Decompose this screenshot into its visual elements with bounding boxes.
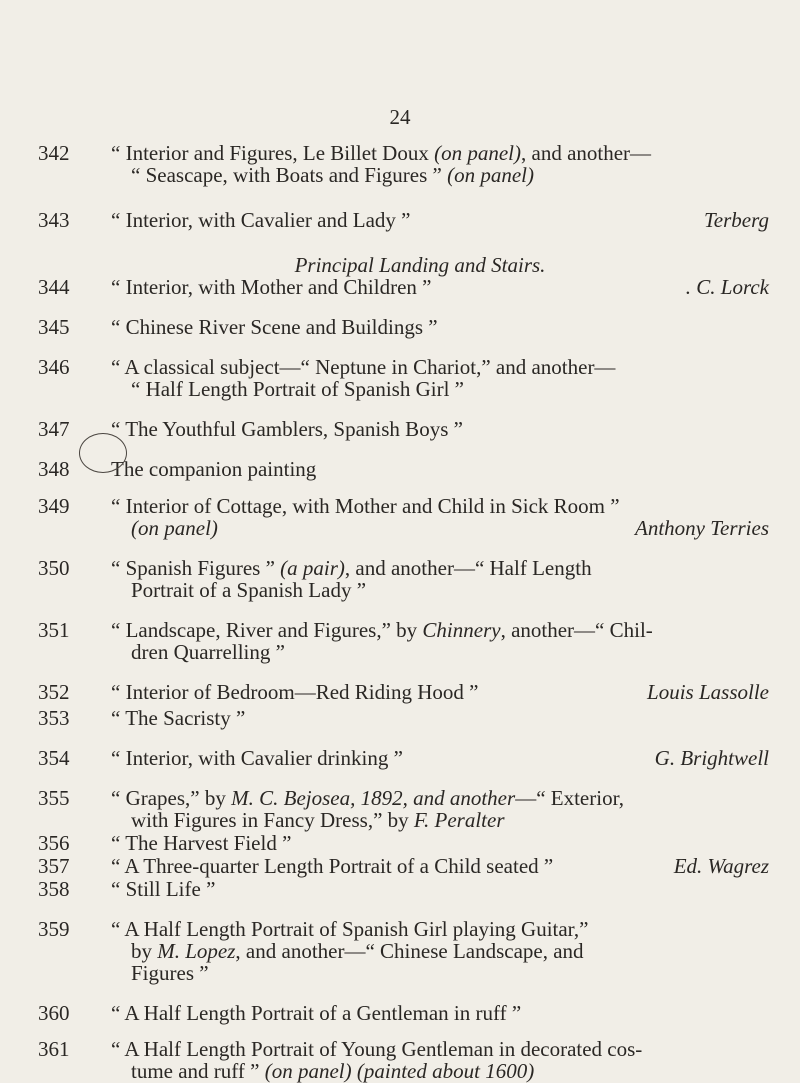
entry-line <box>0 579 800 601</box>
catalogue-entry <box>0 458 800 480</box>
description-text: “ Chinese River Scene and Buildings ” <box>111 315 438 339</box>
entry-line <box>0 378 800 400</box>
entry-line <box>0 495 800 517</box>
entry-description <box>111 557 592 579</box>
description-italic: (a pair) <box>280 556 345 580</box>
entry-line <box>0 681 800 703</box>
entry-description <box>111 276 432 298</box>
catalogue-entry <box>0 855 800 877</box>
entry-description <box>111 855 553 877</box>
catalogue-entry <box>0 316 800 338</box>
description-text: by <box>131 939 158 963</box>
entry-description <box>111 787 624 809</box>
catalogue-entry <box>0 209 800 231</box>
entry-description <box>131 164 534 186</box>
entry-line <box>0 418 800 440</box>
artist-name: . C. Lorck <box>685 275 769 299</box>
description-text: “ A classical subject—“ Neptune in Chariot,” and another— <box>111 355 616 379</box>
catalogue-entry <box>0 1002 800 1024</box>
entry-description <box>111 495 620 517</box>
catalogue-entry <box>0 619 800 663</box>
entry-description <box>111 878 215 900</box>
description-text: “ A Half Length Portrait of Spanish Girl playing Guitar,” <box>111 917 589 941</box>
entry-description <box>111 209 410 231</box>
artist-name: Terberg <box>704 208 769 232</box>
lot-number: 350 <box>38 556 70 580</box>
entry-description <box>131 1060 534 1082</box>
catalogue-entry <box>0 276 800 298</box>
artist-name: Ed. Wagrez <box>673 854 769 878</box>
description-text: with Figures in Fancy Dress,” by <box>131 808 414 832</box>
artist-name: Louis Lassolle <box>647 680 769 704</box>
entry-description <box>131 378 464 400</box>
entry-line <box>0 1060 800 1082</box>
description-text: “ The Harvest Field ” <box>111 831 292 855</box>
description-text: “ Interior of Bedroom—Red Riding Hood ” <box>111 680 479 704</box>
entry-description <box>131 641 285 663</box>
entry-line <box>0 787 800 809</box>
description-italic: Chinnery <box>422 618 501 642</box>
catalogue-entry <box>0 787 800 831</box>
description-italic: (on panel) <box>447 163 534 187</box>
entry-line <box>0 619 800 641</box>
lot-number: 349 <box>38 494 70 518</box>
lot-number: 351 <box>38 618 70 642</box>
description-text: tume and ruff ” <box>131 1059 265 1083</box>
entry-line <box>0 1002 800 1024</box>
catalogue-entry <box>0 1038 800 1082</box>
description-text: “ Landscape, River and Figures,” by <box>111 618 423 642</box>
lot-number: 342 <box>38 141 70 165</box>
artist-name: G. Brightwell <box>654 746 769 770</box>
description-rest: —“ Exterior, <box>515 786 624 810</box>
entry-description <box>111 356 615 378</box>
entry-description <box>111 316 438 338</box>
entry-description <box>111 681 478 703</box>
entry-line <box>0 316 800 338</box>
description-text: Portrait of a Spanish Lady ” <box>131 578 367 602</box>
entry-line <box>0 1038 800 1060</box>
entry-description <box>111 1038 642 1060</box>
catalogue-entry <box>0 878 800 900</box>
lot-number: 353 <box>38 706 70 730</box>
description-italic: (on panel) <box>434 141 521 165</box>
entry-description <box>111 458 316 480</box>
description-text: “ Seascape, with Boats and Figures ” <box>131 163 448 187</box>
lot-number: 358 <box>38 877 70 901</box>
lot-number: 347 <box>38 417 70 441</box>
entry-line <box>0 809 800 831</box>
entry-description <box>111 142 651 164</box>
lot-number: 359 <box>38 917 70 941</box>
lot-number: 361 <box>38 1037 70 1061</box>
description-text: “ Interior of Cottage, with Mother and Child in Sick Room ” <box>111 494 620 518</box>
description-text: “ The Youthful Gamblers, Spanish Boys ” <box>111 417 463 441</box>
entry-line <box>0 918 800 940</box>
lot-number: 357 <box>38 854 70 878</box>
entry-description <box>111 418 463 440</box>
description-rest: , and another—“ Chinese Landscape, and <box>235 939 584 963</box>
lot-number: 356 <box>38 831 70 855</box>
entry-line <box>0 940 800 962</box>
description-italic: M. C. Bejosea, 1892, and another <box>231 786 516 810</box>
entry-description <box>131 962 209 984</box>
lot-number: 355 <box>38 786 70 810</box>
lot-number: 360 <box>38 1001 70 1025</box>
lot-number: 345 <box>38 315 70 339</box>
description-text: dren Quarrelling ” <box>131 640 285 664</box>
description-text: “ Spanish Figures ” <box>111 556 281 580</box>
entry-line <box>0 276 800 298</box>
description-text: “ A Three-quarter Length Portrait of a Child seated ” <box>111 854 554 878</box>
entry-line <box>0 878 800 900</box>
catalogue-entry <box>0 142 800 186</box>
entry-description <box>111 832 291 854</box>
description-italic: (on panel) <box>131 516 218 540</box>
description-text: “ Interior and Figures, Le Billet Doux <box>111 141 435 165</box>
entry-description <box>131 517 218 539</box>
artist-name: Anthony Terries <box>635 516 769 540</box>
description-italic: F. Peralter <box>413 808 505 832</box>
lot-number: 354 <box>38 746 70 770</box>
catalogue-entry <box>0 918 800 984</box>
lot-number: 343 <box>38 208 70 232</box>
description-text: “ Grapes,” by <box>111 786 232 810</box>
entry-line <box>0 747 800 769</box>
entry-line <box>0 142 800 164</box>
entry-description <box>131 809 505 831</box>
lot-number: 352 <box>38 680 70 704</box>
description-text: “ Interior, with Mother and Children ” <box>111 275 432 299</box>
catalogue-entry <box>0 681 800 703</box>
entry-description <box>131 940 584 962</box>
entry-line <box>0 962 800 984</box>
description-rest: , another—“ Chil- <box>500 618 653 642</box>
entry-line <box>0 458 800 480</box>
entry-line <box>0 557 800 579</box>
entry-line <box>0 707 800 729</box>
entry-description <box>111 918 588 940</box>
catalogue-entry <box>0 495 800 539</box>
catalogue-entry <box>0 747 800 769</box>
catalogue-entry <box>0 832 800 854</box>
catalogue-entry <box>0 418 800 440</box>
entry-line <box>0 209 800 231</box>
catalogue-entry <box>0 557 800 601</box>
description-text: “ Interior, with Cavalier and Lady ” <box>111 208 411 232</box>
entry-line <box>0 517 800 539</box>
catalogue-entry <box>0 707 800 729</box>
page-number: 24 <box>389 105 411 129</box>
entry-line <box>0 641 800 663</box>
entry-line <box>0 356 800 378</box>
description-text: “ Interior, with Cavalier drinking ” <box>111 746 403 770</box>
description-text: “ Still Life ” <box>111 877 216 901</box>
catalogue-entry <box>0 356 800 400</box>
lot-number: 344 <box>38 275 70 299</box>
description-rest: , and another— <box>521 141 652 165</box>
description-text: The companion painting <box>111 457 317 481</box>
lot-number: 348 <box>38 457 70 481</box>
entry-description <box>111 707 245 729</box>
catalogue-list <box>0 142 800 1082</box>
entry-line <box>0 855 800 877</box>
section-heading: Principal Landing and Stairs. <box>294 253 546 277</box>
description-text: “ Half Length Portrait of Spanish Girl ” <box>131 377 465 401</box>
description-text: “ A Half Length Portrait of a Gentleman in ruff ” <box>111 1001 522 1025</box>
description-italic: M. Lopez <box>157 939 236 963</box>
description-text: “ A Half Length Portrait of Young Gentleman in decorated cos- <box>111 1037 643 1061</box>
entry-description <box>111 619 653 641</box>
lot-number: 346 <box>38 355 70 379</box>
entry-line <box>0 832 800 854</box>
entry-line <box>0 164 800 186</box>
entry-description <box>111 1002 521 1024</box>
description-italic: (on panel) (painted about 1600) <box>264 1059 535 1083</box>
description-text: Figures ” <box>131 961 209 985</box>
description-rest: , and another—“ Half Length <box>344 556 592 580</box>
description-text: “ The Sacristy ” <box>111 706 246 730</box>
entry-description <box>131 579 366 601</box>
entry-description <box>111 747 403 769</box>
